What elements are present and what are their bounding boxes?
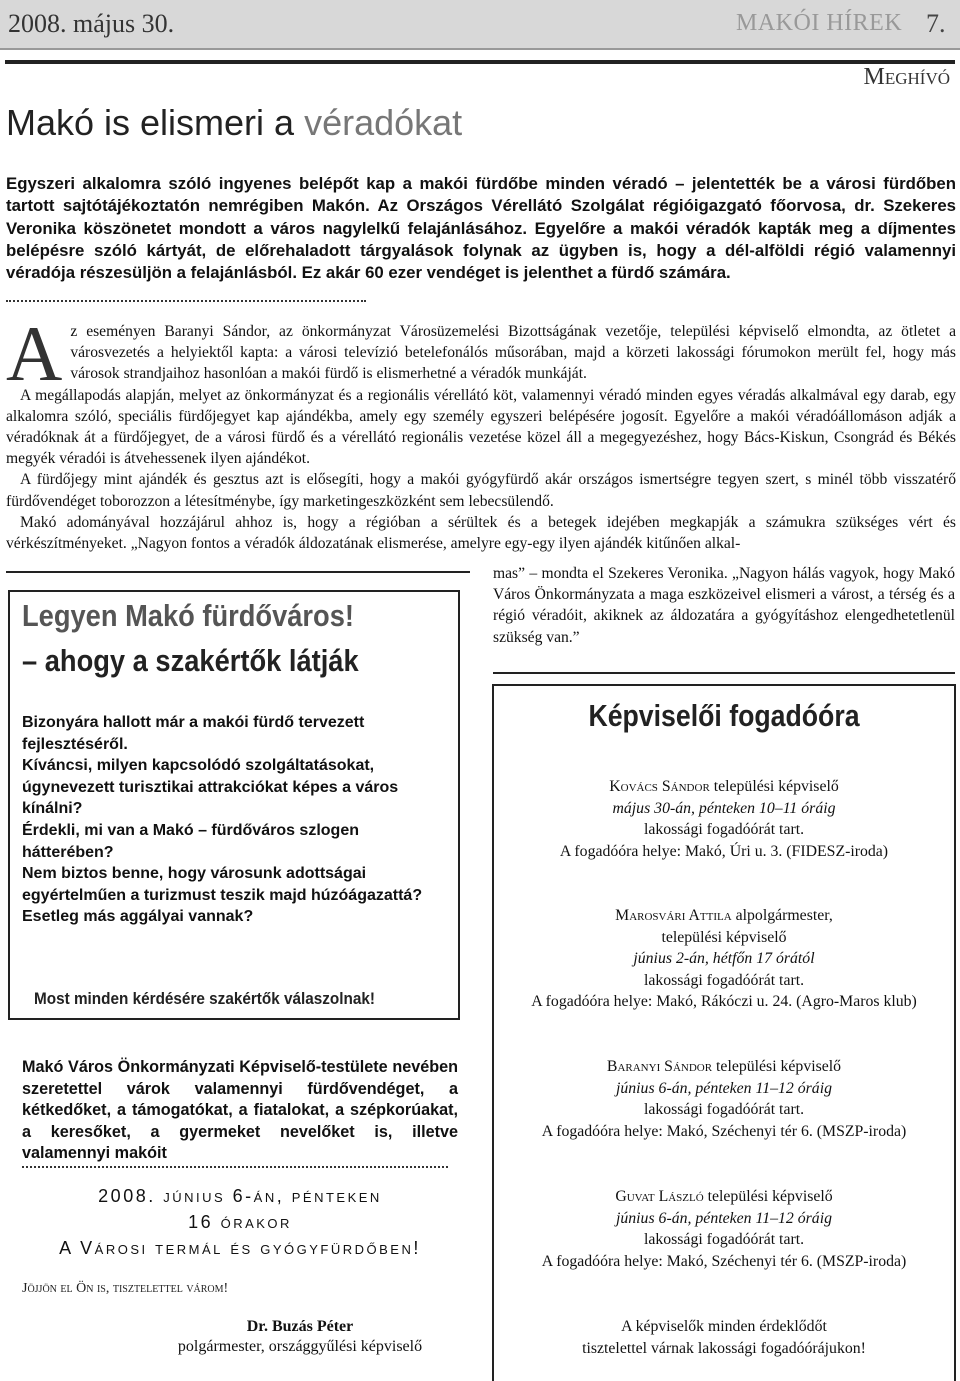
article-quote-continued: mas” – mondta el Szekeres Veronika. „Nagyon hálás vagyok, hogy Makó Város Önkormányzata a maga eszközeivel elismeri a várost, a térség és a régió véradóit, akiknek az áldozatára a gyógyításhoz elengedhetetlenül szükség van.” bbox=[493, 565, 955, 646]
rep-when: június 2-án, hétfőn 17 órától bbox=[633, 950, 815, 968]
ad-call-to-action: Most minden kérdésére szakértők válaszolnak! bbox=[34, 989, 376, 1008]
office-hours-title: Képviselői fogadóóra bbox=[588, 698, 860, 733]
rep-place: A fogadóóra helye: Makó, Széchenyi tér 6. (MSZP-iroda) bbox=[541, 1122, 907, 1140]
rep-role: települési képviselő bbox=[712, 1058, 842, 1075]
invite-venue: A Városi termál és gyógyfürdőben! bbox=[59, 1238, 421, 1258]
footer-line-1: A képviselők minden érdeklődőt bbox=[621, 1318, 827, 1335]
rep-name: Marosvári Attila bbox=[615, 907, 732, 924]
paper-name: MAKÓI HÍREK bbox=[736, 10, 903, 36]
office-hours-entry bbox=[492, 1186, 956, 1272]
office-hours-entry bbox=[492, 905, 956, 1013]
column-divider bbox=[6, 571, 470, 573]
invite-date: 2008. június 6-án, pénteken bbox=[98, 1186, 382, 1206]
invite-time: 16 órakor bbox=[188, 1212, 292, 1232]
signer-name: Dr. Buzás Péter bbox=[246, 1318, 354, 1335]
rep-tail: lakossági fogadóórát tart. bbox=[643, 971, 805, 989]
article-headline bbox=[6, 102, 462, 144]
rep-place: A fogadóóra helye: Makó, Széchenyi tér 6. (MSZP-iroda) bbox=[541, 1252, 907, 1270]
quote-divider bbox=[493, 672, 955, 674]
ad-line: Nem biztos benne, hogy városunk adottságai egyértelműen a turizmust teszik majd húzóágazattá? bbox=[22, 865, 423, 904]
paragraph-2: A megállapodás alapján, melyet az önkormányzat és a regionális vérellátó köt, valamennyi véradó minden egyes véradás alkalmával egy darab, egy alkalomra szóló, speciális fürdőjegyet kap ajándékba, amely egy személy egyszeri belépésére jogosít. Egyelőre a makói véradóállomáson adják a véradóknak át a fürdőjegyet, de a városi fürdő és a vérellátó regionális vezetése közel áll a megegyezéshez, hogy Bács-Kiskun, Csongrád és Békés megyék véradói is átvehessenek ilyen ajándékot. bbox=[6, 386, 956, 468]
office-hours-entry bbox=[492, 776, 956, 862]
paragraph-4: Makó adományával hozzájárul ahhoz is, hogy a régióban a sérültek és a betegek idejében megkapják a számukra szükséges vért és vérkészítményeket. „Nagyon fontos a véradók áldozatának elismerése, amelyre egy-egy ilyen ajándék kitűnően alkal- bbox=[6, 513, 956, 553]
rep-role-2: települési képviselő bbox=[661, 928, 787, 946]
headline-part2: véradókat bbox=[304, 102, 463, 143]
ad-line: Érdekli, mi van a Makó – fürdőváros szlogen hátterében? bbox=[22, 821, 359, 861]
rep-name: Kovács Sándor bbox=[609, 778, 710, 795]
paragraph-1 bbox=[6, 310, 956, 397]
invite-divider bbox=[22, 1166, 448, 1168]
paragraph-3: A fürdőjegy mint ajándék és gesztus azt is elősegíti, hogy a makói gyógyfürdő akár országos ismertségre tegyen szert, s minél több visszatérő fürdővendéget toborozzon a létesítménybe, így marketingeszközként sem lebecsülendő. bbox=[6, 471, 956, 510]
rep-when: június 6-án, pénteken 11–12 óráig bbox=[615, 1209, 832, 1227]
section-bar bbox=[5, 60, 955, 64]
signer-role: polgármester, országgyűlési képviselő bbox=[177, 1338, 423, 1355]
rep-when: május 30-án, pénteken 10–11 óráig bbox=[612, 799, 836, 817]
rep-tail: lakossági fogadóórát tart. bbox=[643, 821, 805, 839]
ad-line: Bizonyára hallott már a makói fürdő tervezett fejlesztéséről. bbox=[22, 714, 365, 753]
ad-questions bbox=[22, 712, 452, 928]
rep-place: A fogadóóra helye: Makó, Rákóczi u. 24. (Agro-Maros klub) bbox=[531, 993, 917, 1011]
ad-line: Esetleg más aggályai vannak? bbox=[22, 908, 254, 926]
invite-welcome: Jöjjön el Ön is, tisztelettel várom! bbox=[22, 1281, 229, 1296]
rep-name: Guvat László bbox=[615, 1188, 704, 1205]
office-hours-footer bbox=[492, 1316, 956, 1359]
footer-line-2: tisztelettel várnak lakossági fogadóórájukon! bbox=[582, 1339, 866, 1357]
rep-tail: lakossági fogadóórát tart. bbox=[643, 1101, 805, 1119]
office-hours-entry bbox=[492, 1056, 956, 1142]
article-lead: Egyszeri alkalomra szóló ingyenes belépőt kap a makói fürdőbe minden véradó – jelentették be a városi fürdőben tartott sajtótájékoztatón nemrégiben Makón. Az Országos Vérellátó Szolgálat régióigazgató főorvosa, dr. Szekeres Veronika köszönetet mondott a város nagylelkű felajánlásához. Egyelőre a makói véradók kapták meg a díjmentes belépésre szóló kártyát, de előrehaladott tárgyalások folynak az ügyben is, hogy a dél-alföldi régió valamennyi véradója részesüljön a felajánlásból. Ez akár 60 ezer vendéget is jelenthet a fürdő számára. bbox=[6, 174, 956, 283]
ad-subtitle: – ahogy a szakértők látják bbox=[22, 643, 359, 678]
rep-when: június 6-án, pénteken 11–12 óráig bbox=[615, 1079, 832, 1097]
invite-text: Makó Város Önkormányzati Képviselő-testülete nevében szeretettel várok valamennyi fürdővendéget, a kétkedőket, a támogatókat, a fiatalokat, a szépkorúakat, a keresőket, a gyermeket nevelőket is, illetve valamennyi makóit bbox=[22, 1058, 458, 1163]
section-label: Meghívó bbox=[863, 64, 950, 90]
rep-role: települési képviselő bbox=[703, 1188, 833, 1205]
paragraph-1-text: z eseményen Baranyi Sándor, az önkormányzat Városüzemelési Bizottságának vezetője, települési képviselő elmondta, az ötletet a városvezetés a helyiektől kapta: a városi televízió betelefonálós műsorában, majd a körzeti lakossági fórumokon merült fel, hogy más városok strandjaihoz hasonlóan a makói fürdő is elismerhetné a véradók munkáját. bbox=[70, 323, 956, 383]
rep-place: A fogadóóra helye: Makó, Úri u. 3. (FIDESZ-iroda) bbox=[559, 842, 889, 860]
issue-date: 2008. május 30. bbox=[8, 9, 175, 38]
rep-tail: lakossági fogadóórát tart. bbox=[643, 1231, 805, 1249]
ad-title: Legyen Makó fürdőváros! bbox=[22, 598, 354, 633]
ad-line: Kíváncsi, milyen kapcsolódó szolgáltatásokat, úgynevezett turisztikai attrakciókat képes a város kínálni? bbox=[22, 757, 399, 818]
rep-name: Baranyi Sándor bbox=[606, 1058, 713, 1075]
article-body bbox=[6, 310, 956, 554]
lead-divider bbox=[6, 300, 366, 302]
page-number: 7. bbox=[926, 9, 946, 38]
drop-cap: A bbox=[6, 310, 63, 397]
rep-role: települési képviselő bbox=[709, 778, 839, 795]
rep-role: alpolgármester, bbox=[731, 907, 833, 924]
headline-part1: Makó is elismeri a bbox=[6, 102, 305, 143]
